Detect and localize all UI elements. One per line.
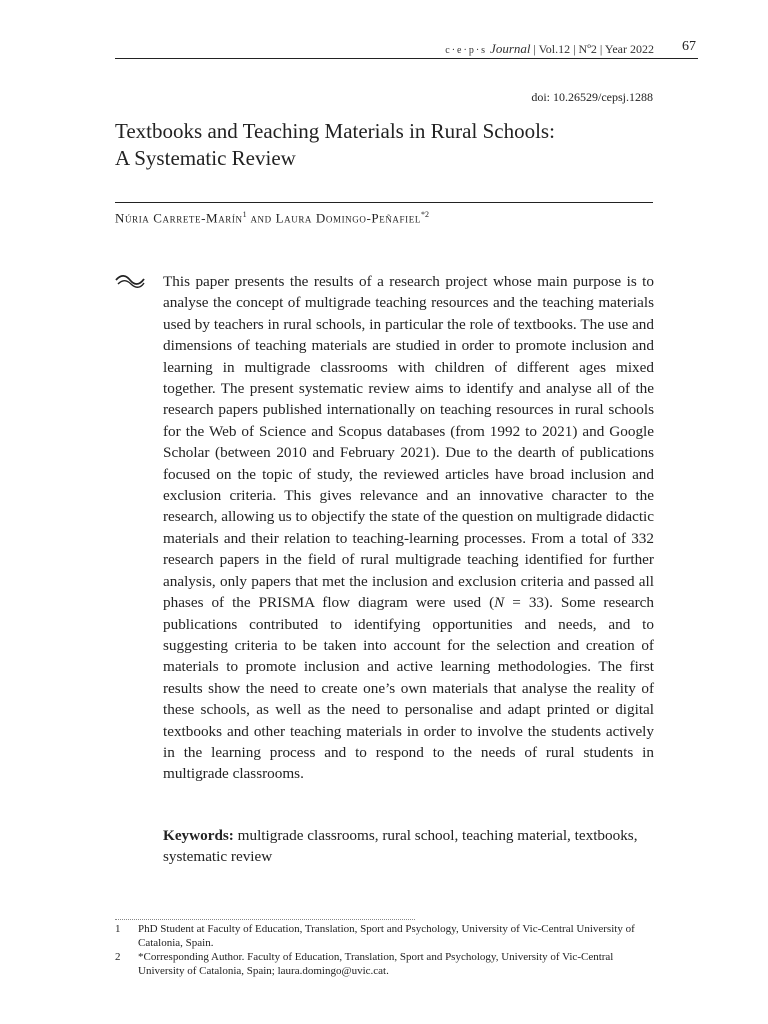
tilde-ornament-icon — [113, 272, 147, 290]
page-header — [115, 38, 698, 59]
footnotes — [115, 923, 655, 979]
journal-brand: c·e·p·s — [445, 45, 488, 56]
title-divider — [115, 202, 653, 203]
keywords — [163, 825, 654, 868]
keywords-label: Keywords: — [163, 827, 234, 844]
footnote-text: *Corresponding Author. Faculty of Education, Translation, Sport and Psychology, University of Vic-Central University of Catalonia, Spain; laura.domingo@uvic.cat. — [138, 951, 614, 977]
page-number: 67 — [682, 39, 696, 54]
footnote-text: PhD Student at Faculty of Education, Translation, Sport and Psychology, University of Vic-Central University of Catalonia, Spain. — [138, 923, 635, 949]
footnote-number: 2 — [115, 951, 121, 964]
footnote-number: 1 — [115, 923, 121, 935]
abstract-text — [163, 271, 654, 785]
author-1-footnote-ref[interactable]: 1 — [242, 210, 247, 219]
footnote-2 — [115, 951, 655, 978]
author-1: Núria Carrete-Marín — [115, 210, 243, 226]
issue-info: | Vol.12 | Nº2 | Year 2022 — [533, 42, 654, 56]
running-head — [445, 41, 654, 57]
journal-name: Journal — [490, 41, 531, 56]
abstract-part-2: ). Some research publications contributed to identifying opportunities and needs, and to suggesting criteria to be taken into account for the selection and creation of materials to promote inclusion and active learning methodologies. The first results show the need to create one’s own materials that analyse the reality of these schools, as well as the need to personalise and adapt printed or digital textbooks and other teaching materials in order to involve the students actively in the learning process and to respond to the needs of rural students in multigrade classrooms. — [163, 594, 654, 783]
doi-link[interactable]: doi: 10.26529/cepsj.1288 — [531, 90, 653, 104]
footnote-1 — [115, 923, 655, 950]
author-2-footnote-ref[interactable]: *2 — [420, 210, 429, 219]
title-line-2: A Systematic Review — [115, 146, 296, 170]
paper-title — [115, 118, 655, 172]
abstract-part-1: This paper presents the results of a research project whose main purpose is to analyse the concept of multigrade teaching resources and the teaching materials used by teachers in rural schools, in particular the role of textbooks. The use and dimensions of teaching materials are studied in order to promote inclusion and learning in multigrade classrooms with children of different ages mixed together. The present systematic review aims to identify and analyse all of the research papers published internationally on teaching resources in rural schools for the Web of Science and Scopus databases (from 1992 to 2021) and Google Scholar (between 2010 and February 2021). Due to the dearth of publications focused on the topic of study, the reviewed articles have broad inclusion and exclusion criteria. This gives relevance and an innovative character to the research, allowing us to objectify the state of the question on multigrade didactic materials and their relation to teaching-learning processes. From a total of 332 research papers in the field of rural multigrade teaching identified for further analysis, only papers that met the inclusion and exclusion criteria and passed all phases of the PRISMA flow diagram were used ( — [163, 273, 654, 612]
footnote-divider — [115, 919, 415, 920]
sample-size-symbol: N — [494, 594, 505, 612]
keywords-text: multigrade classrooms, rural school, teaching material, textbooks, systematic review — [163, 827, 638, 866]
title-line-1: Textbooks and Teaching Materials in Rural Schools: — [115, 119, 555, 143]
author-conjunction: and — [246, 210, 276, 226]
author-list — [115, 210, 655, 226]
sample-size-value: = 33 — [504, 594, 545, 612]
author-2: Laura Domingo-Peñafiel — [275, 210, 421, 226]
